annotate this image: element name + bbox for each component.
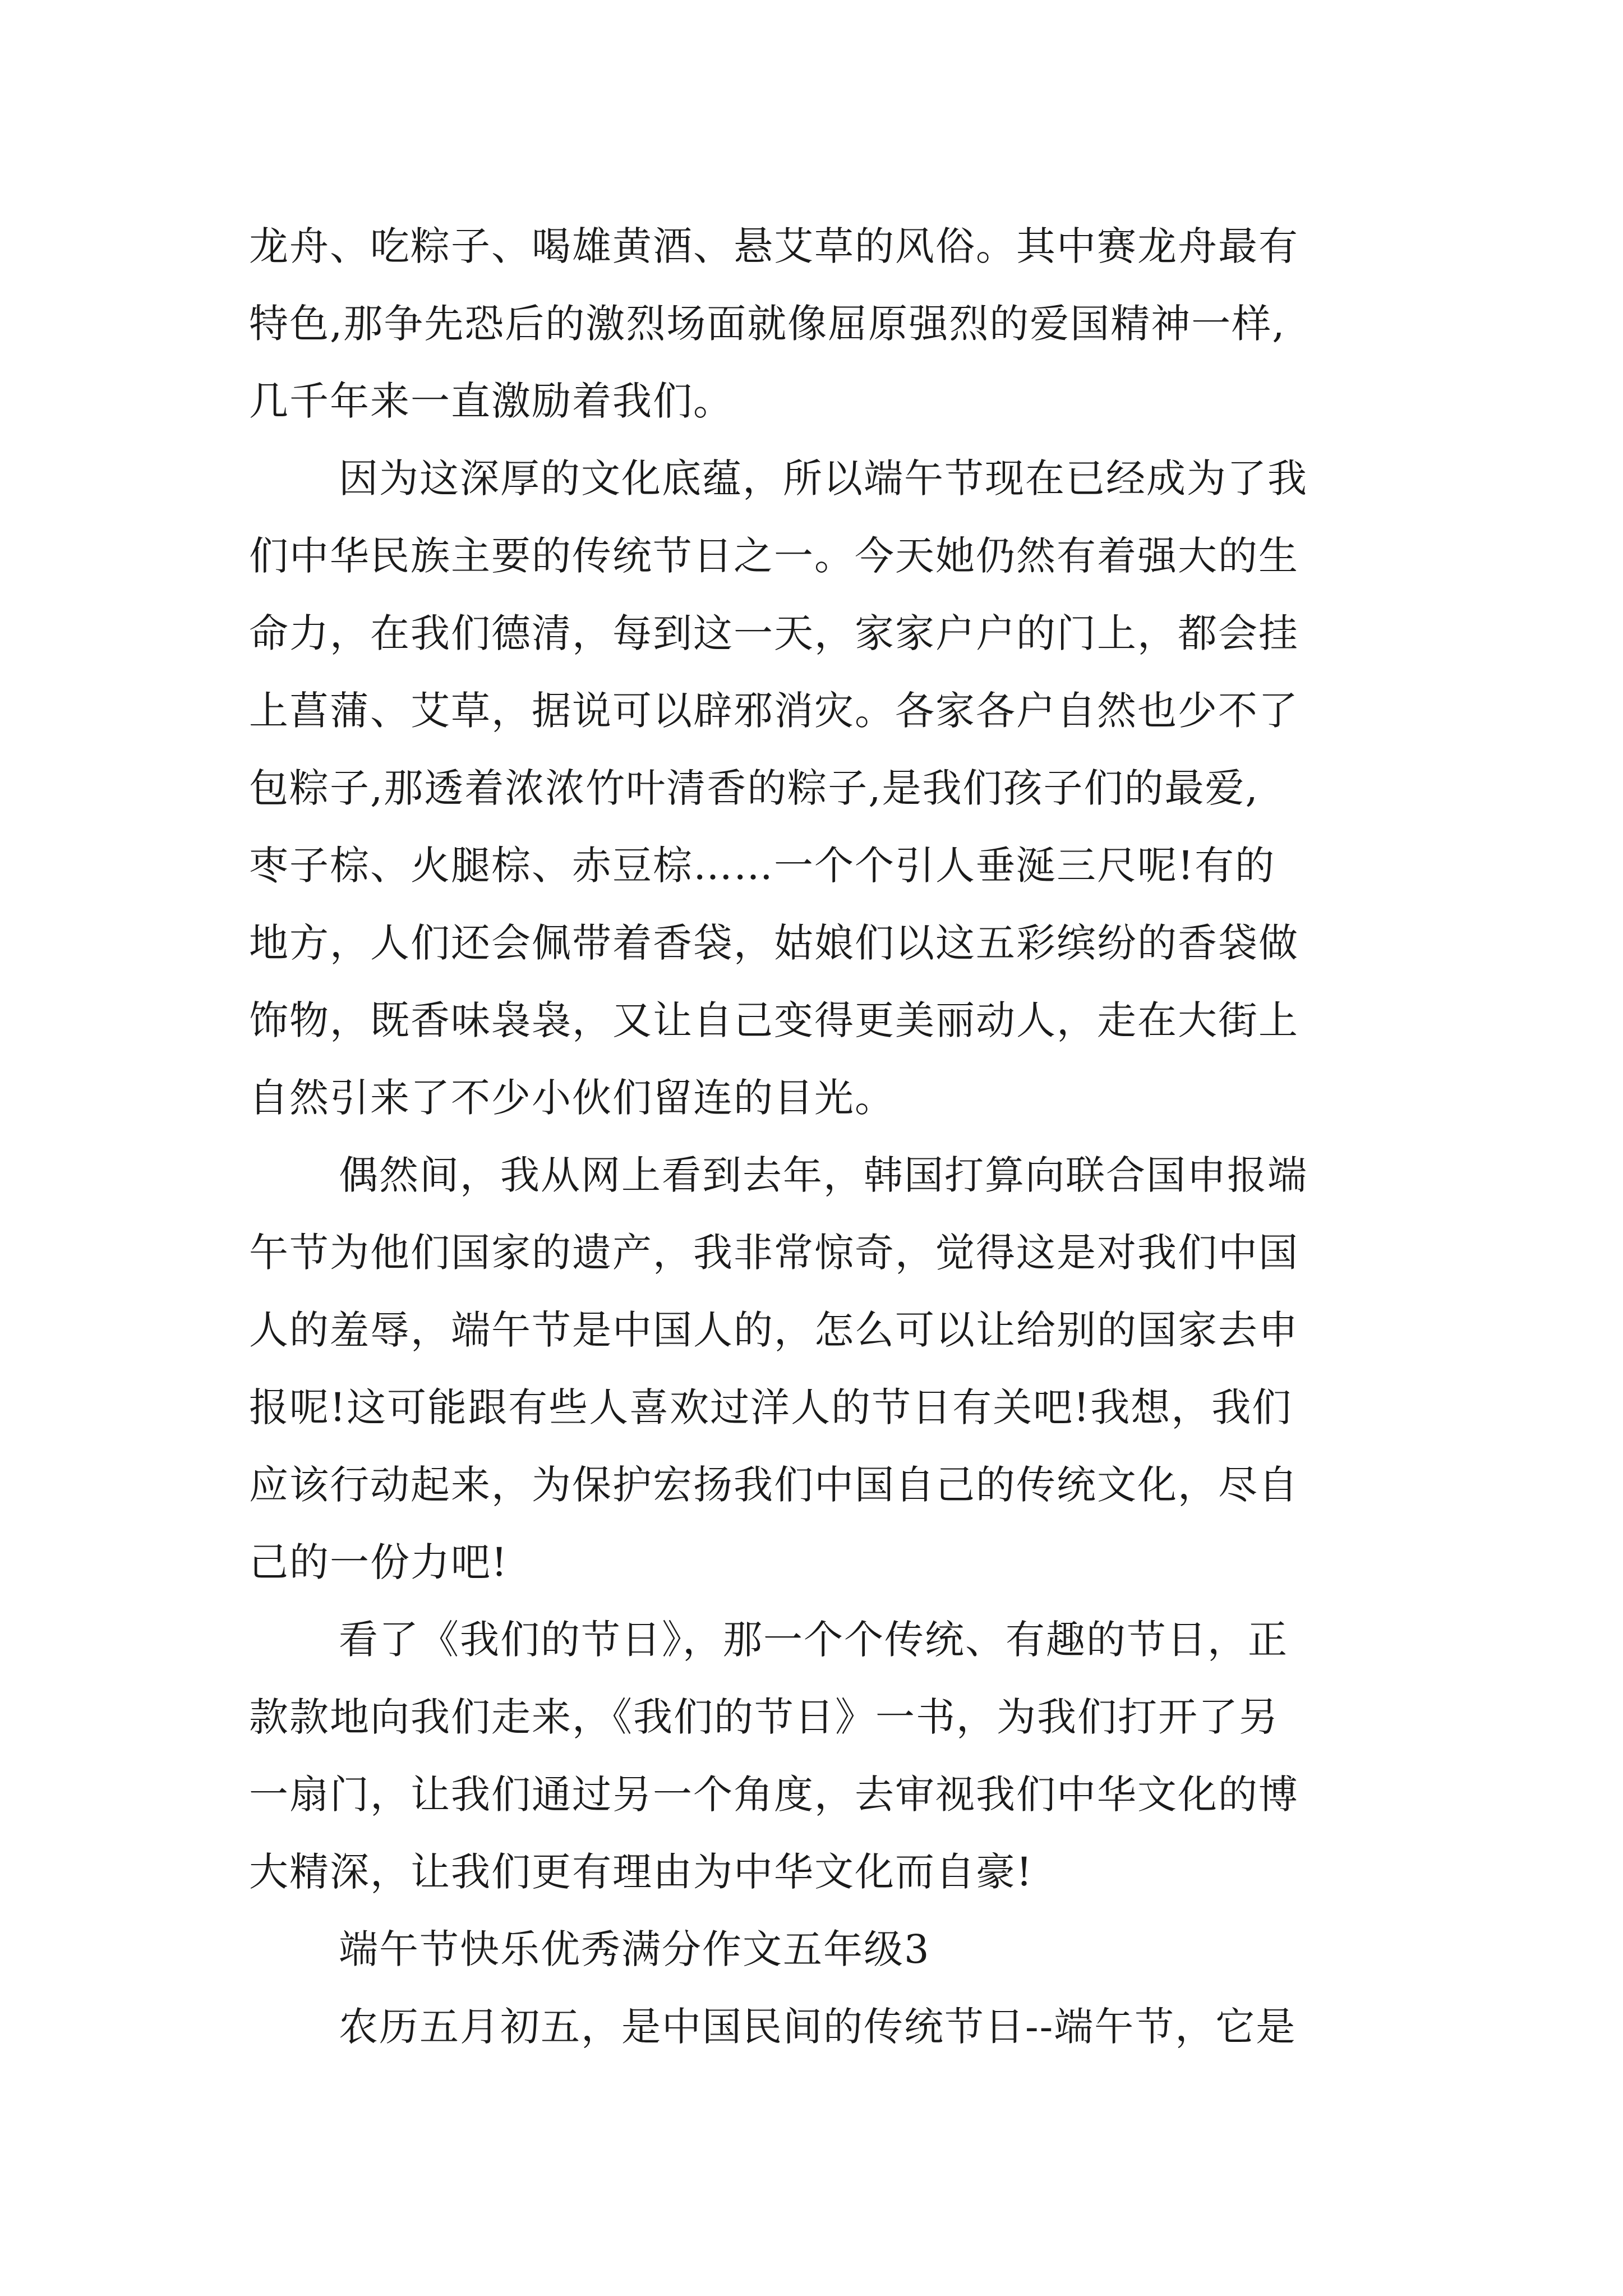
- text-line: 上菖蒲、艾草，据说可以辟邪消灾。各家各户自然也少不了: [249, 688, 1299, 734]
- paragraph-first-line: 看了《我们的节日》，那一个个传统、有趣的节日，正: [339, 1617, 1288, 1663]
- text-line: 枣子棕、火腿棕、赤豆棕……一个个引人垂涎三尺呢!有的: [249, 843, 1276, 889]
- section-heading: 端午节快乐优秀满分作文五年级3: [339, 1926, 930, 1972]
- text-line: 自然引来了不少小伙们留连的目光。: [249, 1075, 895, 1121]
- document-body: [249, 208, 1404, 2065]
- text-line: 应该行动起来，为保护宏扬我们中国自己的传统文化，尽自: [249, 1462, 1299, 1508]
- text-line: 一扇门，让我们通过另一个角度，去审视我们中华文化的博: [249, 1772, 1299, 1818]
- text-line: 报呢!这可能跟有些人喜欢过洋人的节日有关吧!我想，我们: [249, 1384, 1293, 1430]
- text-line: 款款地向我们走来，《我们的节日》一书，为我们打开了另: [249, 1694, 1279, 1740]
- paragraph-first-line: 因为这深厚的文化底蕴，所以端午节现在已经成为了我: [339, 455, 1308, 501]
- text-line: 己的一份力吧!: [249, 1539, 509, 1585]
- text-line: 命力，在我们德清，每到这一天，家家户户的门上，都会挂: [249, 610, 1299, 656]
- text-line: 地方，人们还会佩带着香袋，姑娘们以这五彩缤纷的香袋做: [249, 920, 1299, 966]
- text-line: 们中华民族主要的传统节日之一。今天她仍然有着强大的生: [249, 533, 1299, 579]
- text-line: 大精深，让我们更有理由为中华文化而自豪!: [249, 1849, 1034, 1895]
- text-line: 饰物，既香味袅袅，又让自己变得更美丽动人，走在大街上: [249, 997, 1299, 1043]
- text-line: 午节为他们国家的遗产，我非常惊奇，觉得这是对我们中国: [249, 1230, 1299, 1276]
- text-line: 人的羞辱，端午节是中国人的，怎么可以让给别的国家去申: [249, 1307, 1299, 1353]
- text-line: 龙舟、吃粽子、喝雄黄酒、悬艾草的风俗。其中赛龙舟最有: [249, 223, 1299, 269]
- paragraph-first-line: 农历五月初五，是中国民间的传统节日--端午节，它是: [339, 2004, 1297, 2050]
- text-line: 特色,那争先恐后的激烈场面就像屈原强烈的爱国精神一样,: [249, 301, 1286, 347]
- text-line: 包粽子,那透着浓浓竹叶清香的粽子,是我们孩子们的最爱,: [249, 765, 1259, 811]
- text-line: 几千年来一直激励着我们。: [249, 378, 734, 424]
- paragraph-first-line: 偶然间，我从网上看到去年，韩国打算向联合国申报端: [339, 1152, 1308, 1198]
